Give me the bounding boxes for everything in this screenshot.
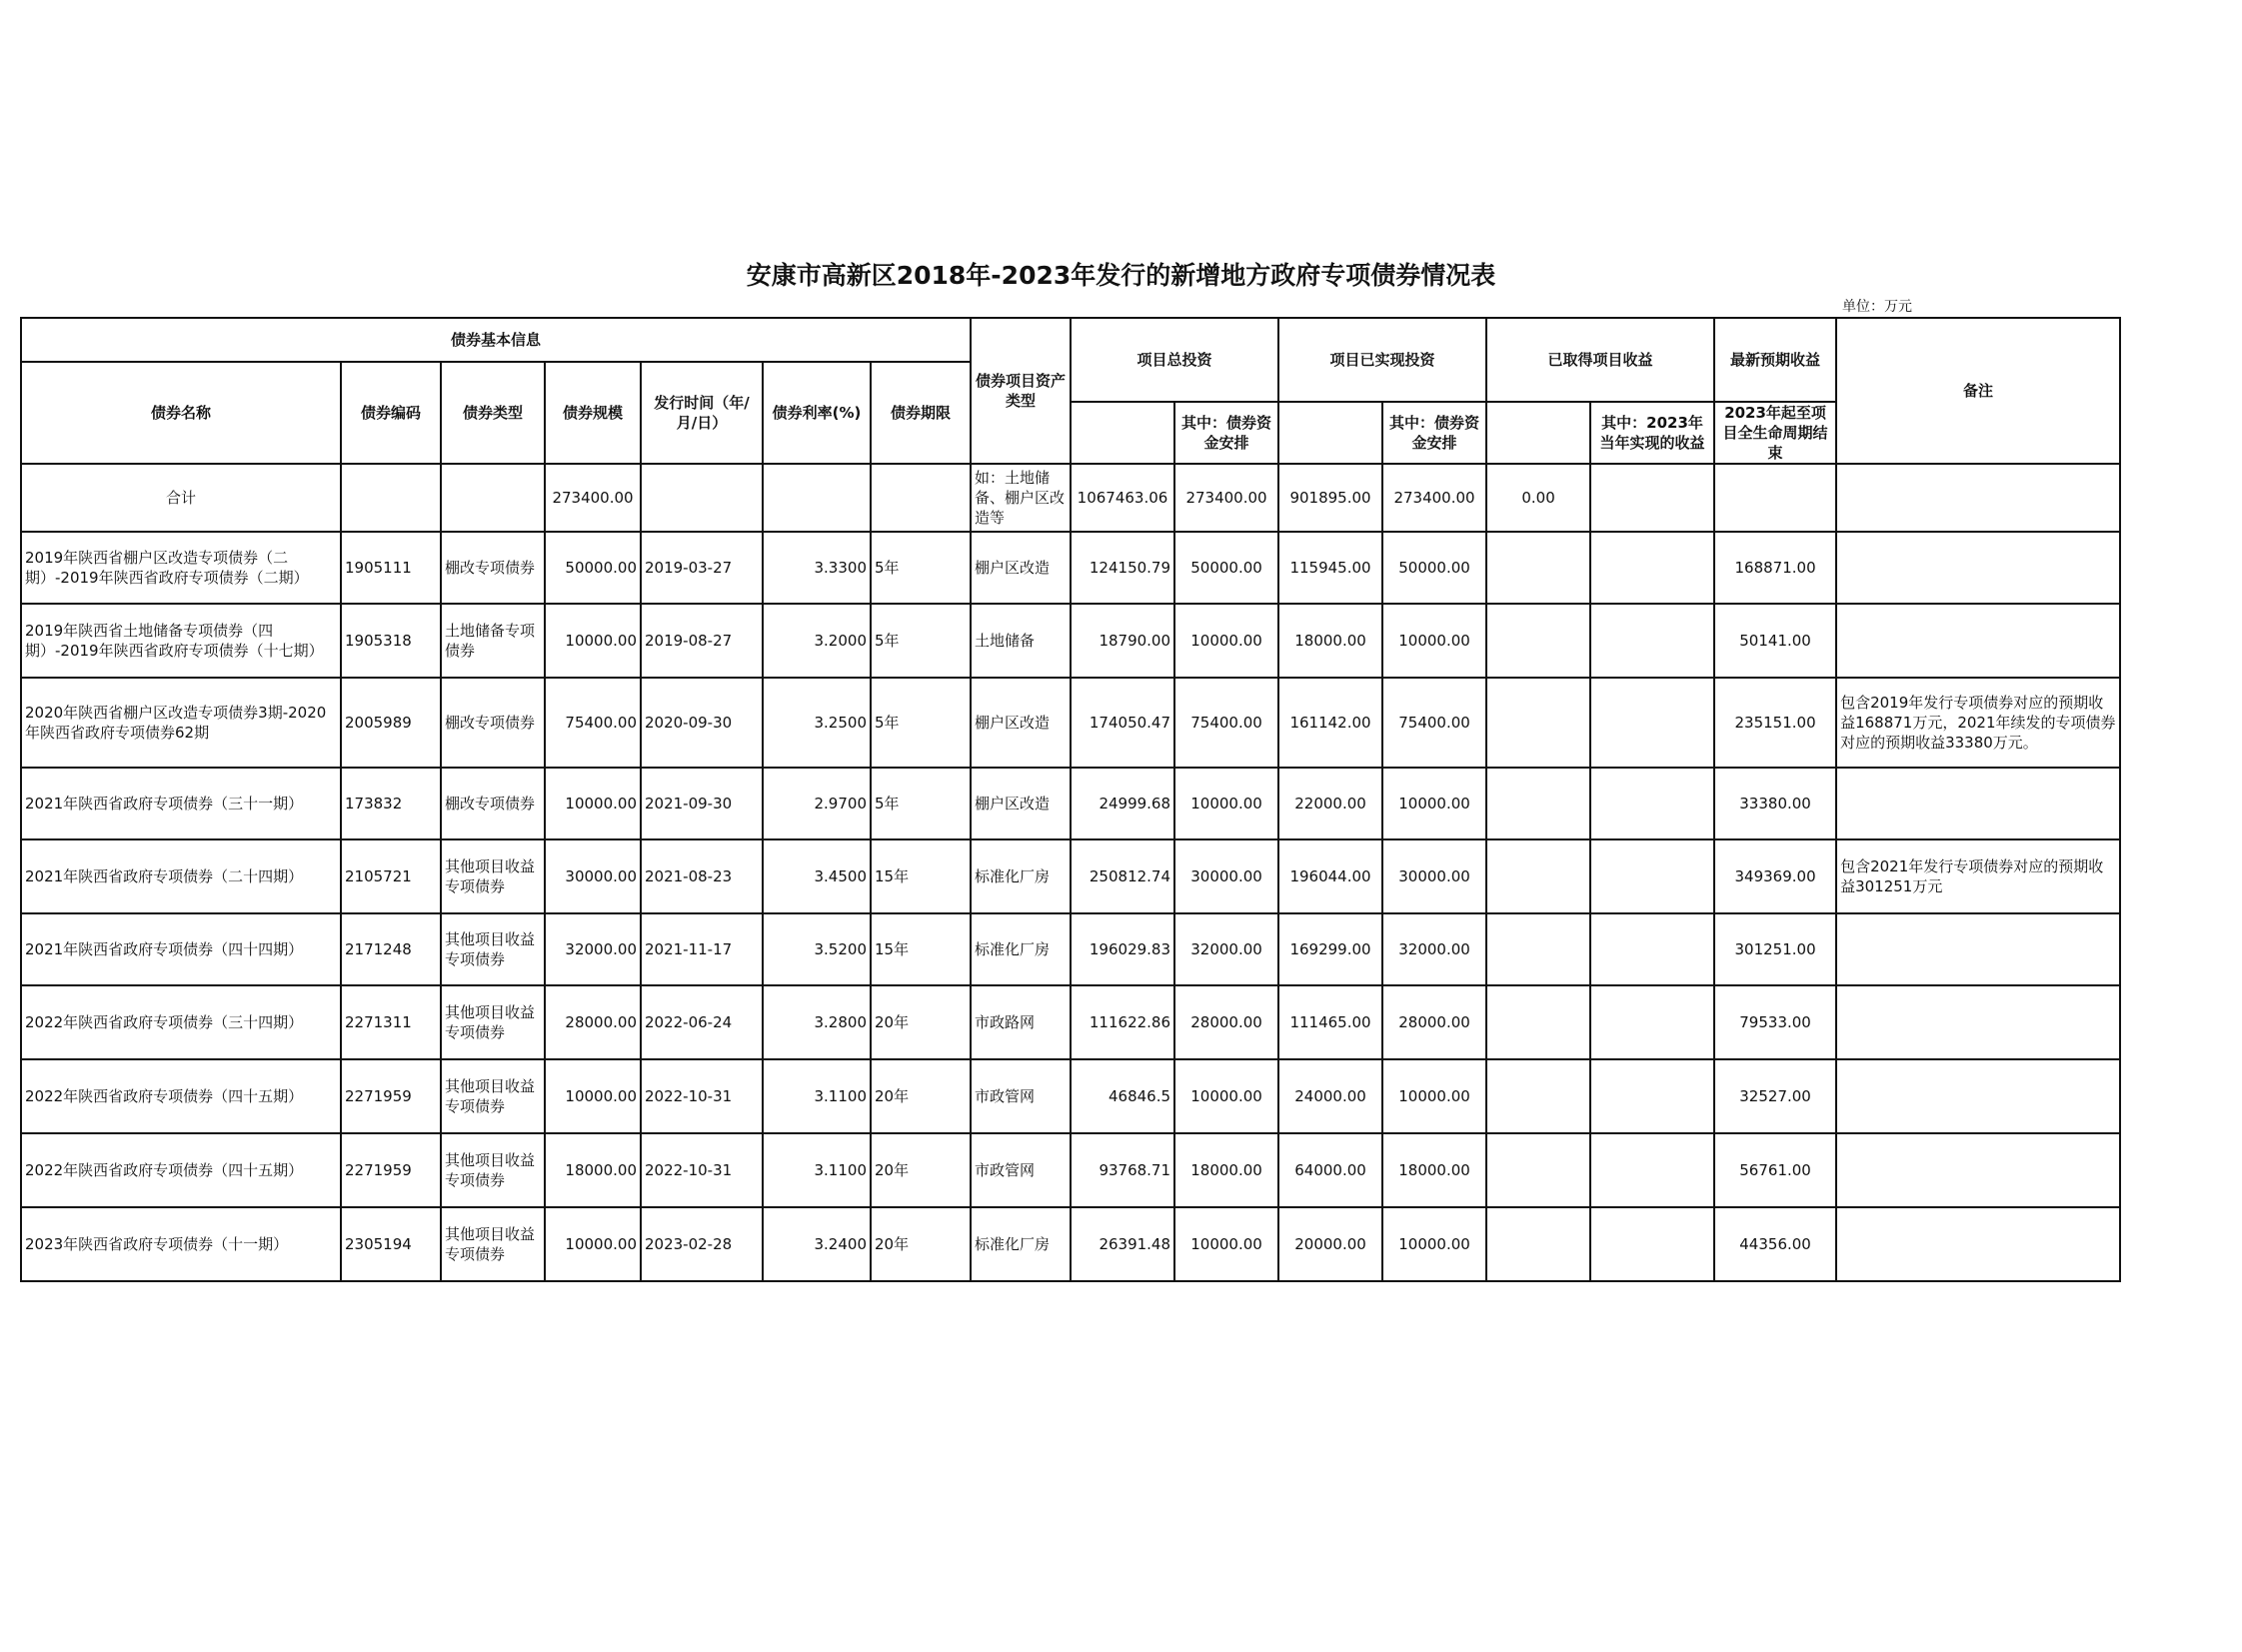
realized-invest-cell: 111465.00 xyxy=(1278,985,1382,1059)
bond-scale-cell: 10000.00 xyxy=(545,604,641,678)
realized-invest-cell: 161142.00 xyxy=(1278,678,1382,768)
issue-date-cell: 2022-10-31 xyxy=(641,1133,763,1207)
total-income: 0.00 xyxy=(1486,464,1590,532)
table-row xyxy=(21,839,2120,913)
remark-cell xyxy=(1836,604,2120,678)
expected-income-cell: 168871.00 xyxy=(1714,532,1836,604)
asset-type-cell: 棚户区改造 xyxy=(971,532,1071,604)
total-row xyxy=(21,464,2120,532)
realized-invest-cell: 169299.00 xyxy=(1278,913,1382,985)
bond-type-cell: 棚改专项债券 xyxy=(441,532,545,604)
realized-invest-cell: 24000.00 xyxy=(1278,1059,1382,1133)
expected-income-cell: 235151.00 xyxy=(1714,678,1836,768)
asset-type-cell: 土地储备 xyxy=(971,604,1071,678)
bond-code-cell: 2005989 xyxy=(341,678,441,768)
remark-cell xyxy=(1836,1207,2120,1281)
total-invest-cell: 26391.48 xyxy=(1071,1207,1174,1281)
bond-term-cell: 5年 xyxy=(871,678,971,768)
asset-type-cell: 标准化厂房 xyxy=(971,1207,1071,1281)
bond-name-cell: 2021年陕西省政府专项债券（四十四期） xyxy=(21,913,341,985)
header-total-invest: 项目总投资 xyxy=(1071,318,1278,402)
table-row xyxy=(21,1207,2120,1281)
bond-term-cell: 20年 xyxy=(871,1059,971,1133)
total-invest-bond-cell: 28000.00 xyxy=(1174,985,1278,1059)
bond-scale-cell: 18000.00 xyxy=(545,1133,641,1207)
header-asset-type: 债券项目资产类型 xyxy=(971,318,1071,464)
bond-rate-cell: 3.2400 xyxy=(763,1207,871,1281)
expected-income-cell: 32527.00 xyxy=(1714,1059,1836,1133)
header-total-invest-sub: 其中：债券资金安排 xyxy=(1174,402,1278,464)
issue-date-cell: 2021-09-30 xyxy=(641,768,763,839)
income-cell xyxy=(1486,1207,1590,1281)
income-2023-cell xyxy=(1590,678,1714,768)
remark-cell xyxy=(1836,1059,2120,1133)
header-code: 债券编码 xyxy=(341,362,441,464)
bond-type-cell: 棚改专项债券 xyxy=(441,678,545,768)
bond-rate-cell: 3.4500 xyxy=(763,839,871,913)
bond-code-cell: 1905318 xyxy=(341,604,441,678)
bond-term-cell: 20年 xyxy=(871,1207,971,1281)
bond-code-cell: 2271959 xyxy=(341,1133,441,1207)
bond-rate-cell: 3.1100 xyxy=(763,1133,871,1207)
total-invest-bond-cell: 10000.00 xyxy=(1174,768,1278,839)
income-2023-cell xyxy=(1590,985,1714,1059)
income-cell xyxy=(1486,1133,1590,1207)
total-invest: 1067463.06 xyxy=(1071,464,1174,532)
bond-name-cell: 2019年陕西省土地储备专项债券（四期）-2019年陕西省政府专项债券（十七期） xyxy=(21,604,341,678)
bond-name-cell: 2022年陕西省政府专项债券（三十四期） xyxy=(21,985,341,1059)
total-invest-cell: 196029.83 xyxy=(1071,913,1174,985)
total-invest-bond-cell: 10000.00 xyxy=(1174,1207,1278,1281)
bond-scale-cell: 10000.00 xyxy=(545,1207,641,1281)
bond-term-cell: 5年 xyxy=(871,532,971,604)
income-2023-cell xyxy=(1590,768,1714,839)
header-type: 债券类型 xyxy=(441,362,545,464)
income-2023-cell xyxy=(1590,1207,1714,1281)
total-invest-bond-cell: 30000.00 xyxy=(1174,839,1278,913)
table-row xyxy=(21,985,2120,1059)
bond-type-cell: 其他项目收益专项债券 xyxy=(441,839,545,913)
realized-invest-bond-cell: 10000.00 xyxy=(1382,768,1486,839)
remark-cell xyxy=(1836,1133,2120,1207)
bond-table xyxy=(20,317,2121,1282)
bond-type-cell: 其他项目收益专项债券 xyxy=(441,913,545,985)
expected-income-cell: 44356.00 xyxy=(1714,1207,1836,1281)
asset-type-cell: 市政路网 xyxy=(971,985,1071,1059)
header-name: 债券名称 xyxy=(21,362,341,464)
bond-name-cell: 2023年陕西省政府专项债券（十一期） xyxy=(21,1207,341,1281)
header-rate: 债券利率(%) xyxy=(763,362,871,464)
bond-code-cell: 2305194 xyxy=(341,1207,441,1281)
expected-income-cell: 301251.00 xyxy=(1714,913,1836,985)
expected-income-cell: 349369.00 xyxy=(1714,839,1836,913)
total-asset-type: 如：土地储备、棚户区改造等 xyxy=(971,464,1071,532)
bond-rate-cell: 3.5200 xyxy=(763,913,871,985)
income-2023-cell xyxy=(1590,1059,1714,1133)
income-2023-cell xyxy=(1590,913,1714,985)
bond-code-cell: 2171248 xyxy=(341,913,441,985)
income-2023-cell xyxy=(1590,532,1714,604)
bond-type-cell: 土地储备专项债券 xyxy=(441,604,545,678)
bond-term-cell: 15年 xyxy=(871,913,971,985)
total-invest-bond-cell: 18000.00 xyxy=(1174,1133,1278,1207)
bond-scale-cell: 50000.00 xyxy=(545,532,641,604)
income-cell xyxy=(1486,985,1590,1059)
expected-income-cell: 50141.00 xyxy=(1714,604,1836,678)
remark-cell xyxy=(1836,985,2120,1059)
expected-income-cell: 33380.00 xyxy=(1714,768,1836,839)
realized-invest-cell: 18000.00 xyxy=(1278,604,1382,678)
bond-name-cell: 2021年陕西省政府专项债券（二十四期） xyxy=(21,839,341,913)
issue-date-cell: 2020-09-30 xyxy=(641,678,763,768)
header-expected-sub: 2023年起至项目全生命周期结束 xyxy=(1714,402,1836,464)
bond-scale-cell: 32000.00 xyxy=(545,913,641,985)
realized-invest-bond-cell: 18000.00 xyxy=(1382,1133,1486,1207)
asset-type-cell: 标准化厂房 xyxy=(971,839,1071,913)
total-invest-bond: 273400.00 xyxy=(1174,464,1278,532)
realized-invest-bond-cell: 75400.00 xyxy=(1382,678,1486,768)
total-scale: 273400.00 xyxy=(545,464,641,532)
header-income: 已取得项目收益 xyxy=(1486,318,1714,402)
bond-rate-cell: 2.9700 xyxy=(763,768,871,839)
table-row xyxy=(21,768,2120,839)
bond-code-cell: 2271959 xyxy=(341,1059,441,1133)
total-invest-cell: 46846.5 xyxy=(1071,1059,1174,1133)
bond-name-cell: 2022年陕西省政府专项债券（四十五期） xyxy=(21,1059,341,1133)
header-realized-invest-sub: 其中：债券资金安排 xyxy=(1382,402,1486,464)
table-row xyxy=(21,678,2120,768)
bond-term-cell: 20年 xyxy=(871,1133,971,1207)
expected-income-cell: 79533.00 xyxy=(1714,985,1836,1059)
header-income-sub: 其中：2023年当年实现的收益 xyxy=(1590,402,1714,464)
bond-name-cell: 2020年陕西省棚户区改造专项债券3期-2020年陕西省政府专项债券62期 xyxy=(21,678,341,768)
table-row xyxy=(21,604,2120,678)
bond-scale-cell: 75400.00 xyxy=(545,678,641,768)
header-term: 债券期限 xyxy=(871,362,971,464)
bond-scale-cell: 10000.00 xyxy=(545,768,641,839)
bond-rate-cell: 3.2000 xyxy=(763,604,871,678)
header-basic-info: 债券基本信息 xyxy=(21,318,971,362)
total-invest-cell: 18790.00 xyxy=(1071,604,1174,678)
total-invest-cell: 174050.47 xyxy=(1071,678,1174,768)
bond-code-cell: 173832 xyxy=(341,768,441,839)
bond-name-cell: 2022年陕西省政府专项债券（四十五期） xyxy=(21,1133,341,1207)
bond-name-cell: 2021年陕西省政府专项债券（三十一期） xyxy=(21,768,341,839)
table-row xyxy=(21,913,2120,985)
bond-term-cell: 20年 xyxy=(871,985,971,1059)
asset-type-cell: 棚户区改造 xyxy=(971,768,1071,839)
issue-date-cell: 2022-06-24 xyxy=(641,985,763,1059)
remark-cell: 包含2019年发行专项债券对应的预期收益168871万元，2021年续发的专项债券对应的预期收益33380万元。 xyxy=(1836,678,2120,768)
total-invest-bond-cell: 50000.00 xyxy=(1174,532,1278,604)
realized-invest-bond-cell: 10000.00 xyxy=(1382,1207,1486,1281)
bond-scale-cell: 28000.00 xyxy=(545,985,641,1059)
remark-cell xyxy=(1836,913,2120,985)
realized-invest-bond-cell: 10000.00 xyxy=(1382,604,1486,678)
bond-rate-cell: 3.2800 xyxy=(763,985,871,1059)
income-cell xyxy=(1486,678,1590,768)
total-invest-cell: 250812.74 xyxy=(1071,839,1174,913)
table-row xyxy=(21,532,2120,604)
expected-income-cell: 56761.00 xyxy=(1714,1133,1836,1207)
page-title: 安康市高新区2018年-2023年发行的新增地方政府专项债券情况表 xyxy=(746,261,1496,290)
total-invest-cell: 24999.68 xyxy=(1071,768,1174,839)
header-scale: 债券规模 xyxy=(545,362,641,464)
total-realized-bond: 273400.00 xyxy=(1382,464,1486,532)
bond-rate-cell: 3.1100 xyxy=(763,1059,871,1133)
bond-type-cell: 其他项目收益专项债券 xyxy=(441,1207,545,1281)
total-label: 合计 xyxy=(21,464,341,532)
total-invest-cell: 111622.86 xyxy=(1071,985,1174,1059)
table-row xyxy=(21,1133,2120,1207)
issue-date-cell: 2021-08-23 xyxy=(641,839,763,913)
bond-scale-cell: 10000.00 xyxy=(545,1059,641,1133)
table-row xyxy=(21,1059,2120,1133)
bond-code-cell: 1905111 xyxy=(341,532,441,604)
header-realized-invest: 项目已实现投资 xyxy=(1278,318,1486,402)
bond-term-cell: 5年 xyxy=(871,604,971,678)
asset-type-cell: 棚户区改造 xyxy=(971,678,1071,768)
income-2023-cell xyxy=(1590,839,1714,913)
issue-date-cell: 2022-10-31 xyxy=(641,1059,763,1133)
bond-code-cell: 2271311 xyxy=(341,985,441,1059)
realized-invest-bond-cell: 32000.00 xyxy=(1382,913,1486,985)
income-cell xyxy=(1486,604,1590,678)
income-2023-cell xyxy=(1590,1133,1714,1207)
remark-cell: 包含2021年发行专项债券对应的预期收益301251万元 xyxy=(1836,839,2120,913)
issue-date-cell: 2019-08-27 xyxy=(641,604,763,678)
asset-type-cell: 标准化厂房 xyxy=(971,913,1071,985)
income-cell xyxy=(1486,1059,1590,1133)
asset-type-cell: 市政管网 xyxy=(971,1133,1071,1207)
total-invest-cell: 93768.71 xyxy=(1071,1133,1174,1207)
total-invest-bond-cell: 32000.00 xyxy=(1174,913,1278,985)
bond-rate-cell: 3.3300 xyxy=(763,532,871,604)
realized-invest-bond-cell: 10000.00 xyxy=(1382,1059,1486,1133)
income-cell xyxy=(1486,532,1590,604)
realized-invest-cell: 22000.00 xyxy=(1278,768,1382,839)
bond-rate-cell: 3.2500 xyxy=(763,678,871,768)
bond-type-cell: 其他项目收益专项债券 xyxy=(441,1059,545,1133)
bond-type-cell: 其他项目收益专项债券 xyxy=(441,985,545,1059)
asset-type-cell: 市政管网 xyxy=(971,1059,1071,1133)
bond-scale-cell: 30000.00 xyxy=(545,839,641,913)
realized-invest-cell: 64000.00 xyxy=(1278,1133,1382,1207)
total-realized: 901895.00 xyxy=(1278,464,1382,532)
header-expected: 最新预期收益 xyxy=(1714,318,1836,402)
bond-type-cell: 棚改专项债券 xyxy=(441,768,545,839)
issue-date-cell: 2019-03-27 xyxy=(641,532,763,604)
income-2023-cell xyxy=(1590,604,1714,678)
remark-cell xyxy=(1836,768,2120,839)
income-cell xyxy=(1486,768,1590,839)
realized-invest-cell: 20000.00 xyxy=(1278,1207,1382,1281)
realized-invest-bond-cell: 50000.00 xyxy=(1382,532,1486,604)
header-issue-date: 发行时间（年/月/日） xyxy=(641,362,763,464)
remark-cell xyxy=(1836,532,2120,604)
total-invest-bond-cell: 10000.00 xyxy=(1174,604,1278,678)
income-cell xyxy=(1486,839,1590,913)
bond-code-cell: 2105721 xyxy=(341,839,441,913)
realized-invest-cell: 115945.00 xyxy=(1278,532,1382,604)
bond-type-cell: 其他项目收益专项债券 xyxy=(441,1133,545,1207)
header-remark: 备注 xyxy=(1836,318,2120,464)
realized-invest-bond-cell: 28000.00 xyxy=(1382,985,1486,1059)
income-cell xyxy=(1486,913,1590,985)
bond-term-cell: 15年 xyxy=(871,839,971,913)
bond-term-cell: 5年 xyxy=(871,768,971,839)
unit-label: 单位：万元 xyxy=(1842,299,1912,315)
realized-invest-bond-cell: 30000.00 xyxy=(1382,839,1486,913)
issue-date-cell: 2023-02-28 xyxy=(641,1207,763,1281)
total-invest-bond-cell: 75400.00 xyxy=(1174,678,1278,768)
bond-name-cell: 2019年陕西省棚户区改造专项债券（二期）-2019年陕西省政府专项债券（二期） xyxy=(21,532,341,604)
total-invest-bond-cell: 10000.00 xyxy=(1174,1059,1278,1133)
total-invest-cell: 124150.79 xyxy=(1071,532,1174,604)
issue-date-cell: 2021-11-17 xyxy=(641,913,763,985)
realized-invest-cell: 196044.00 xyxy=(1278,839,1382,913)
